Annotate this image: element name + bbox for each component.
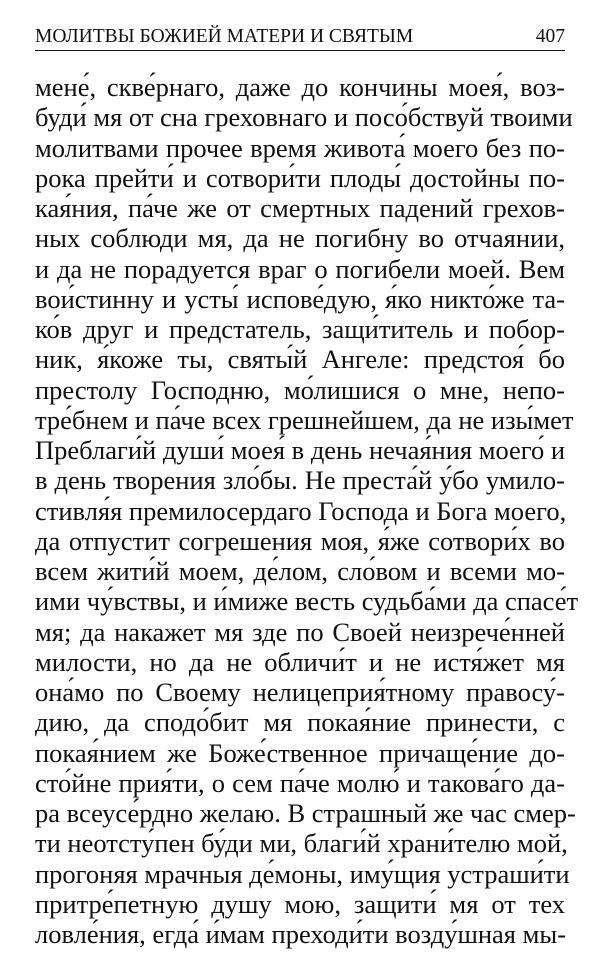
running-header [35,24,565,51]
text-line: мя; да накажет мя зде по Своей неизрече́нней [35,616,565,647]
text-line: милости, но да не обличи́т и не истя́жет мя [35,646,565,677]
text-line: вои́стинну и усты́ испове́дую, я́ко никто́же та- [35,283,565,314]
text-line: прогоняя мрачныя де́моны, иму́щия устраши́ти [35,858,570,889]
text-line: дию, да сподо́бит мя покая́ние принести, с [35,707,565,738]
page-number: 407 [535,26,565,47]
text-line: мене́, скве́рнаго, даже до кончины моея́, воз- [35,72,565,102]
prayer-text [35,72,579,949]
text-line: ных соблюди мя, да не погибну во отчаянии, [35,223,565,254]
text-line: ко́в друг и предстатель, защи́титель и побор- [35,314,565,344]
text-line: ти неотсту́пен бу́ди ми, благи́й храни́телю мой, [35,828,568,859]
text-line: кая́ния, па́че же от смертных падений грехов- [35,193,565,223]
text-line: Преблаги́й души́ моея́ в день нечая́ния моего́ и [35,435,566,465]
text-line: стивля́я премилосердаго Господа и Бога моего, [35,495,567,526]
text-line: престолу Господню, мо́лишися о мне, непо- [35,374,565,405]
text-line: всем жити́й моем, де́лом, сло́вом и всеми мо- [35,556,565,586]
text-line: молитвами прочее время живота́ моего без по- [35,132,565,163]
text-line: и да не порадуется враг о погибели моей. Вем [35,253,565,284]
text-line: рока прейти́ и сотвори́ти плоды́ достойны по- [35,162,565,193]
text-line: покая́нием же Боже́ственное причаще́ние до- [35,737,565,768]
text-line: буди́ мя от сна греховнаго и посо́бствуй твоими [35,102,573,133]
text-line: она́мо по Своему нелицеприя́тному правосу́- [35,677,565,707]
text-line: ник, я́коже ты, святы́й Ангеле: предстоя́ бо [35,344,565,375]
running-header-title: МОЛИТВЫ БОЖИЕЙ МАТЕРИ И СВЯТЫМ [35,26,414,47]
text-line: сто́йне прия́ти, о сем па́че молю́ и такова́го да- [35,767,565,798]
text-line: да отпустит согрешения моя, я́же сотвори́х во [35,525,565,556]
text-line: в день творения зло́бы. Не преста́й у́бо умило- [35,465,565,496]
text-line: тре́бнем и па́че всех грешнейшем, да не изы́мет [35,404,574,435]
text-line: притре́петную душу мою, защити́ мя от тех [35,888,565,919]
text-line: ра всеусе́рдно желаю. В страшный же час смер- [35,798,576,828]
text-line: ими чу́вствы, и и́миже весть судьба́ми да спасе́т [35,586,579,617]
text-line: ловле́ния, егда́ и́мам преходи́ти возду́шная мы- [35,919,567,949]
